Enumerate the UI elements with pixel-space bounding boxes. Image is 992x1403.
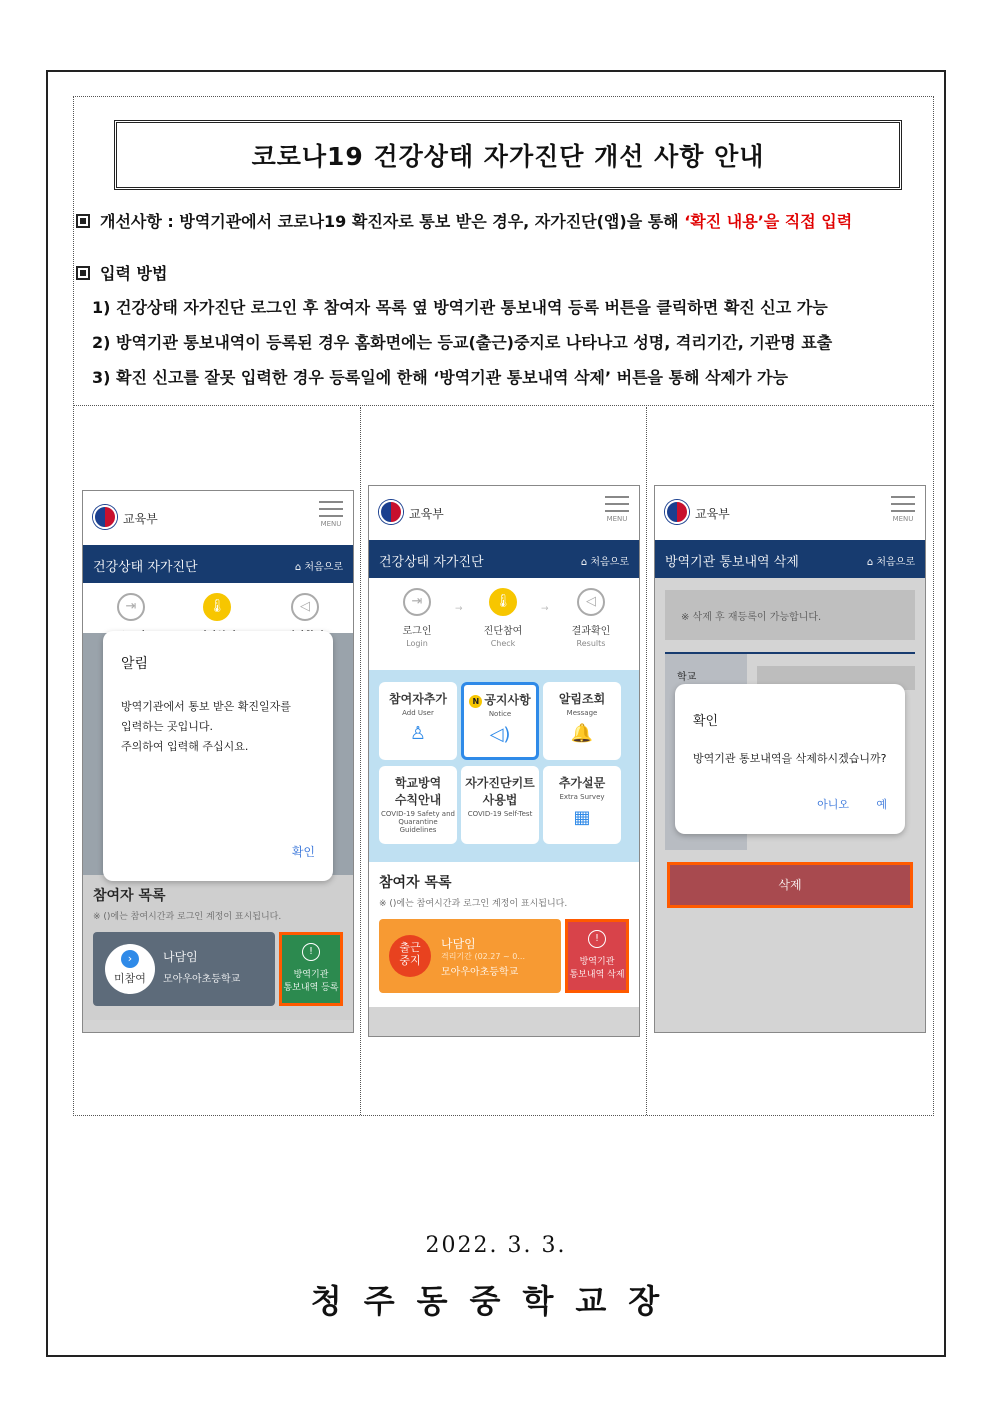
thermometer-icon: 🌡 xyxy=(203,593,231,621)
menu-grid xyxy=(369,670,639,862)
ministry-logo-icon xyxy=(665,500,689,524)
participant-school: 모아우아초등학교 xyxy=(441,967,519,978)
app-header xyxy=(369,486,639,540)
home-link[interactable]: ⌂ 처음으로 xyxy=(580,557,629,568)
step-check: 🌡 진단참여 Check xyxy=(473,588,533,648)
menu-icon[interactable]: MENU xyxy=(891,496,915,523)
login-icon: ⇥ xyxy=(403,588,431,616)
alert-modal xyxy=(103,631,333,881)
tile-notice[interactable]: N 공지사항 Notice ◁) xyxy=(461,682,539,760)
improvement-line xyxy=(76,209,852,232)
app-title: 건강상태 자가진단 xyxy=(93,560,198,575)
register-report-button[interactable]: ! 방역기관 통보내역 등록 xyxy=(279,932,343,1006)
modal-title: 확인 xyxy=(693,714,719,729)
ministry-logo-icon xyxy=(93,505,117,529)
status-circle: 출근 중지 xyxy=(389,935,431,977)
home-link[interactable]: ⌂ 처음으로 xyxy=(866,557,915,568)
modal-yes-button[interactable]: 예 xyxy=(876,798,887,811)
new-badge: N xyxy=(469,695,482,708)
document-date: 2022. 3. 3. xyxy=(425,1233,567,1258)
modal-title: 알림 xyxy=(121,656,149,672)
participant-entry xyxy=(93,932,343,1006)
list-heading: 참여자 목록 xyxy=(93,888,166,904)
confirm-modal xyxy=(675,684,905,834)
participant-card[interactable] xyxy=(93,932,275,1006)
results-icon: ◁ xyxy=(577,588,605,616)
column-divider xyxy=(646,407,647,1115)
app-title: 방역기관 통보내역 삭제 xyxy=(665,555,799,570)
signer: 청주동중학교장 xyxy=(310,1282,682,1320)
improvement-highlight: ‘확진 내용’을 직접 입력 xyxy=(684,212,853,231)
phone-screenshot-delete xyxy=(654,485,926,1033)
text-region xyxy=(74,97,933,406)
method-item: 2) 방역기관 통보내역이 등록된 경우 홈화면에는 등교(출근)중지로 나타나고 성명, 격리기간, 기관명 표출 xyxy=(92,333,833,352)
isolation-period: 격리기간 (02.27 ~ 0... xyxy=(441,952,525,961)
method-heading-line xyxy=(76,261,167,284)
tile-extra-survey[interactable]: 추가설문 Extra Survey ▦ xyxy=(543,766,621,844)
participant-entry xyxy=(379,919,629,993)
phone-screenshot-register xyxy=(82,490,354,1033)
tile-guidelines[interactable]: 학교방역 수칙안내 COVID-19 Safety and Quarantine Guidelines xyxy=(379,766,457,844)
participant-list xyxy=(83,875,353,1020)
step-login: ⇥ 로그인 Login xyxy=(387,588,447,648)
method-item: 3) 확진 신고를 잘못 입력한 경우 등록일에 한해 ‘방역기관 통보내역 삭제’ 버튼을 통해 삭제가 가능 xyxy=(92,368,788,387)
ministry-name: 교육부 xyxy=(695,507,730,521)
delete-notice: ※ 삭제 후 재등록이 가능합니다. xyxy=(665,590,915,640)
title-box xyxy=(114,120,902,190)
method-heading: 입력 방법 xyxy=(100,264,168,283)
tile-self-test[interactable]: 자가진단키트 사용법 COVID-19 Self-Test xyxy=(461,766,539,844)
participant-name: 나담임 xyxy=(163,950,198,964)
home-link[interactable]: ⌂ 처음으로 xyxy=(294,562,343,573)
tile-add-user[interactable]: 참여자추가 Add User ♙ xyxy=(379,682,457,760)
participant-school: 모아우아초등학교 xyxy=(163,974,241,985)
step-indicator xyxy=(83,583,353,633)
modal-body: 방역기관에서 통보 받은 확진일자를 입력하는 곳입니다. 주의하여 입력해 주십시요. xyxy=(121,700,291,753)
delete-report-button[interactable]: ! 방역기관 통보내역 삭제 xyxy=(565,919,629,993)
step-indicator xyxy=(369,578,639,670)
app-title-bar xyxy=(655,540,925,578)
participant-name: 나담임 xyxy=(441,937,476,951)
speaker-icon: ◁) xyxy=(489,724,511,745)
alert-icon: ! xyxy=(302,943,320,961)
notice-box xyxy=(73,96,934,1116)
results-icon: ◁ xyxy=(291,593,319,621)
modal-body: 방역기관 통보내역을 삭제하시겠습니까? xyxy=(693,752,887,765)
participant-list xyxy=(369,862,639,1007)
phone-screenshot-home xyxy=(368,485,640,1037)
thermometer-icon: 🌡 xyxy=(489,588,517,616)
alert-icon: ! xyxy=(588,930,606,948)
ministry-name: 교육부 xyxy=(123,512,158,526)
step-results: ◁ 결과확인 Results xyxy=(561,588,621,648)
square-bullet-icon xyxy=(76,214,90,228)
arrow-icon: → xyxy=(541,604,549,614)
improvement-text: 개선사항 : 방역기관에서 코로나19 확진자로 통보 받은 경우, 자가진단(앱)을 통해 xyxy=(100,212,685,231)
calendar-chart-icon: ▦ xyxy=(573,807,591,828)
column-divider xyxy=(360,407,361,1115)
delete-button[interactable]: 삭제 xyxy=(667,862,913,908)
menu-icon[interactable]: MENU xyxy=(605,496,629,523)
ministry-logo-icon xyxy=(379,500,403,524)
modal-ok-button[interactable]: 확인 xyxy=(291,845,315,859)
tile-message[interactable]: 알림조회 Message 🔔 xyxy=(543,682,621,760)
arrow-icon: → xyxy=(455,604,463,614)
app-title-bar xyxy=(369,540,639,578)
row-label: 학교 xyxy=(665,654,747,850)
app-title: 건강상태 자가진단 xyxy=(379,555,484,570)
person-icon: ♙ xyxy=(409,723,427,744)
square-bullet-icon xyxy=(76,266,90,280)
app-title-bar xyxy=(83,545,353,583)
login-icon: ⇥ xyxy=(117,593,145,621)
status-circle: › 미참여 xyxy=(105,944,155,994)
page-title: 코로나19 건강상태 자가진단 개선 사항 안내 xyxy=(251,142,765,171)
screenshot-columns xyxy=(74,407,933,1115)
list-subtext: ※ ()에는 참여시간과 로그인 계정이 표시됩니다. xyxy=(93,912,282,922)
menu-icon[interactable]: MENU xyxy=(319,501,343,528)
app-header xyxy=(83,491,353,545)
bell-icon: 🔔 xyxy=(570,723,594,744)
list-subtext: ※ ()에는 참여시간과 로그인 계정이 표시됩니다. xyxy=(379,899,568,909)
method-item: 1) 건강상태 자가진단 로그인 후 참여자 목록 옆 방역기관 통보내역 등록 버튼을 클릭하면 확진 신고 가능 xyxy=(92,298,828,317)
app-header xyxy=(655,486,925,540)
list-heading: 참여자 목록 xyxy=(379,875,452,891)
participant-card[interactable] xyxy=(379,919,561,993)
ministry-name: 교육부 xyxy=(409,507,444,521)
modal-no-button[interactable]: 아니오 xyxy=(817,798,849,811)
